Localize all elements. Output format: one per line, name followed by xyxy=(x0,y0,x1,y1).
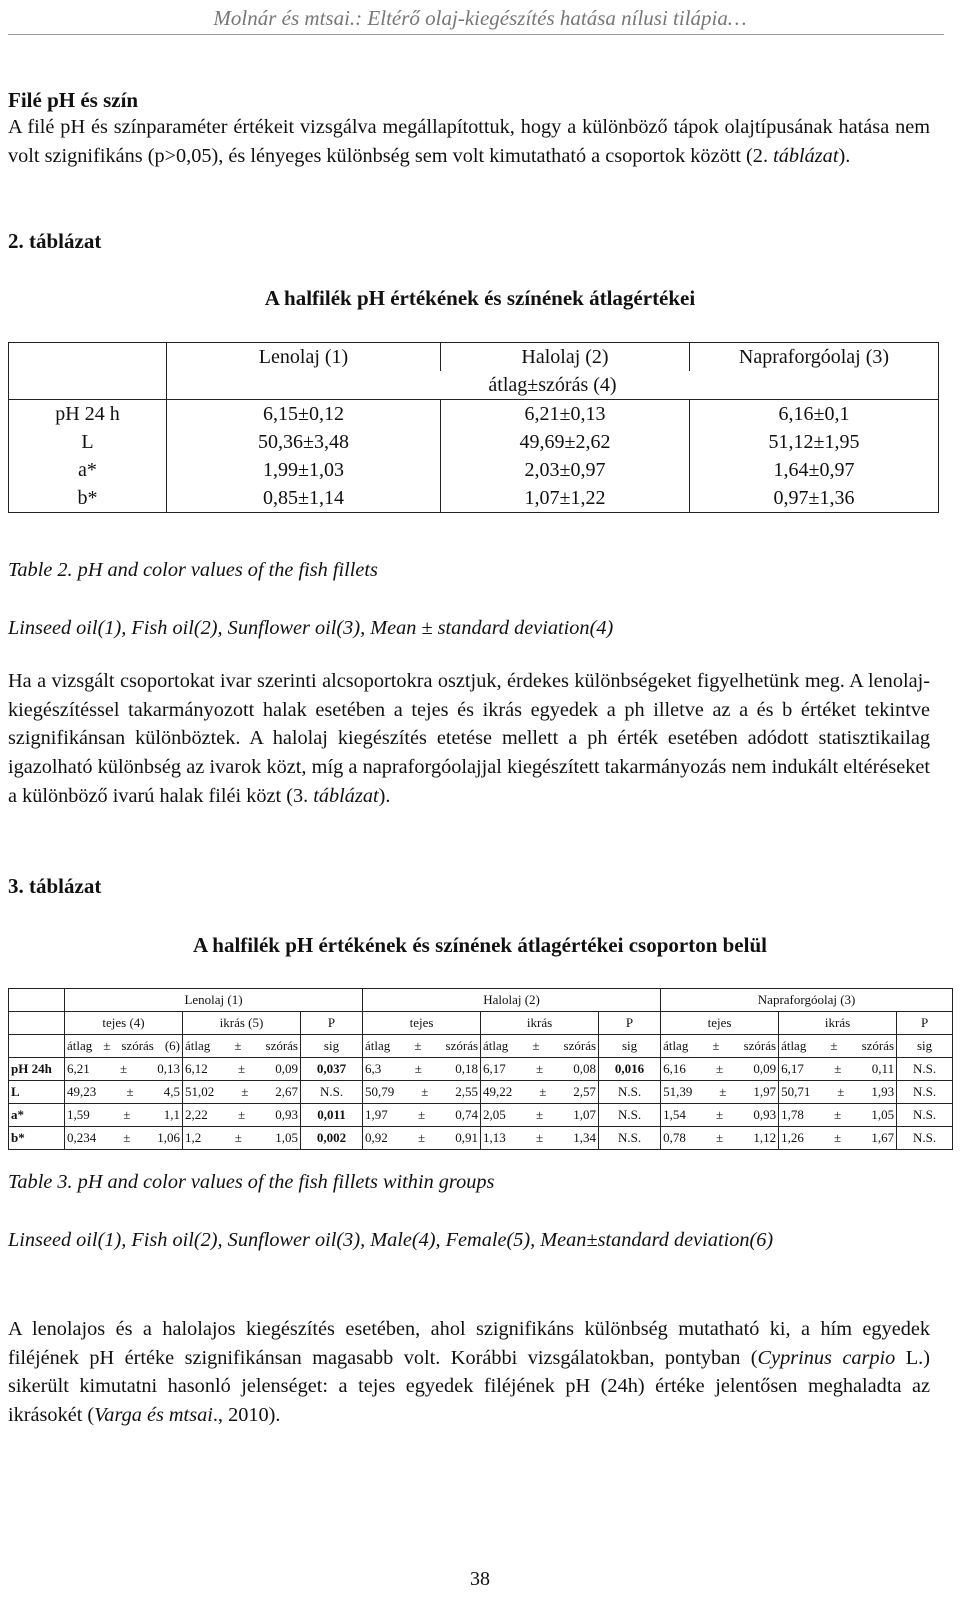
table-row xyxy=(9,1058,953,1081)
table-row xyxy=(9,1104,953,1127)
table-cell xyxy=(481,1081,599,1104)
table-row xyxy=(9,371,939,400)
cell-part: 6,17 xyxy=(483,1061,506,1076)
table-3 xyxy=(8,988,953,1150)
cell-part: ± xyxy=(716,1130,724,1145)
cell-part: 0,74 xyxy=(455,1107,479,1122)
column-header: Halolaj (2) xyxy=(441,343,690,372)
cell-part: 50,79 xyxy=(365,1084,395,1099)
cell-part: 0,13 xyxy=(157,1061,181,1076)
table-2-caption: Table 2. pH and color values of the fish fillets xyxy=(8,559,378,581)
table-cell xyxy=(363,1127,481,1150)
column-header: ikrás xyxy=(481,1012,599,1035)
table-cell: 1,99±1,03 xyxy=(167,456,441,484)
cell-part: 0,93 xyxy=(275,1107,299,1122)
table-row xyxy=(9,428,939,456)
row-label: b* xyxy=(9,1127,65,1150)
cell-part: 0,92 xyxy=(365,1130,388,1145)
cell-part: 1,06 xyxy=(157,1130,181,1145)
cell-part: 1,78 xyxy=(781,1107,804,1122)
table-2-legend: Linseed oil(1), Fish oil(2), Sunflower oil(3), Mean ± standard deviation(4) xyxy=(8,617,614,639)
table-cell xyxy=(183,1081,301,1104)
p-value-cell: N.S. xyxy=(599,1081,661,1104)
table-row xyxy=(9,1012,953,1035)
column-header: P xyxy=(301,1012,363,1035)
group-header: Lenolaj (1) xyxy=(65,989,363,1012)
cell-part: ± xyxy=(123,1107,131,1122)
cell-part: 1,54 xyxy=(663,1107,686,1122)
p-value-cell: N.S. xyxy=(301,1081,363,1104)
cell-part: ± xyxy=(834,1130,842,1145)
column-header: tejes xyxy=(661,1012,779,1035)
table-cell: 1,64±0,97 xyxy=(690,456,939,484)
running-header: Molnár és mtsai.: Eltérő olaj-kiegészítés hatása nílusi tilápia… xyxy=(213,6,747,30)
cell-part: ± xyxy=(126,1084,134,1099)
table-corner-cell xyxy=(9,343,167,372)
row-label: L xyxy=(9,428,167,456)
column-header: ikrás (5) xyxy=(183,1012,301,1035)
paragraph-1: A filé pH és színparaméter értékeit vizsgálva megállapítottuk, hogy a különböző tápok olajtípusának hatása nem volt szignifikáns (p>0,05), és lényeges különbség sem volt kimutatható a csoportok között (2. táblázat). xyxy=(8,116,930,167)
table-row xyxy=(9,1035,953,1058)
cell-part: ± xyxy=(414,1061,422,1076)
table-cell xyxy=(779,1127,897,1150)
cell-part: ± xyxy=(119,1061,128,1076)
cell-part: ± xyxy=(123,1130,131,1145)
column-header: ikrás xyxy=(779,1012,897,1035)
cell-part: 0,09 xyxy=(753,1061,777,1076)
table-cell xyxy=(183,1104,301,1127)
table-cell xyxy=(363,1058,481,1081)
table-cell xyxy=(481,1127,599,1150)
cell-part: ± xyxy=(716,1061,724,1076)
column-header: Napraforgóolaj (3) xyxy=(690,343,939,372)
cell-part: 1,12 xyxy=(753,1130,777,1145)
table-2-title: A halfilék pH értékének és színének átlagértékei xyxy=(264,286,696,310)
table-cell xyxy=(65,1058,183,1081)
cell-part: 0,18 xyxy=(455,1061,479,1076)
table-cell xyxy=(65,1104,183,1127)
cell-part: 1,93 xyxy=(871,1084,895,1099)
p-value-cell: N.S. xyxy=(897,1127,953,1150)
table-row xyxy=(9,456,939,484)
cell-part: 49,23 xyxy=(67,1084,97,1099)
cell-part: 1,07 xyxy=(573,1107,597,1122)
table-3-caption: Table 3. pH and color values of the fish fillets within groups xyxy=(8,1171,495,1193)
cell-part: 50,71 xyxy=(781,1084,811,1099)
cell-part: 1,05 xyxy=(871,1107,895,1122)
stat-header: átlag ± szórás xyxy=(183,1035,301,1058)
cell-part: ± xyxy=(234,1130,242,1145)
row-label: b* xyxy=(9,484,167,513)
cell-part: 2,57 xyxy=(573,1084,597,1099)
table-cell xyxy=(183,1127,301,1150)
table-cell: 6,16±0,1 xyxy=(690,400,939,429)
cell-part: 6,16 xyxy=(663,1061,686,1076)
column-header: tejes (4) xyxy=(65,1012,183,1035)
page-number: 38 xyxy=(470,1568,490,1590)
cell-part: 0,09 xyxy=(275,1061,299,1076)
cell-part: ± xyxy=(834,1107,842,1122)
table-cell xyxy=(661,1058,779,1081)
table-row xyxy=(9,400,939,429)
table-cell: 0,97±1,36 xyxy=(690,484,939,513)
cell-part: ± xyxy=(535,1107,544,1122)
cell-part: 51,39 xyxy=(663,1084,693,1099)
table-cell xyxy=(363,1081,481,1104)
cell-part: ± xyxy=(837,1084,845,1099)
group-header: Napraforgóolaj (3) xyxy=(661,989,953,1012)
cell-part: 1,34 xyxy=(573,1130,597,1145)
table-cell: 6,15±0,12 xyxy=(167,400,441,429)
row-label: a* xyxy=(9,456,167,484)
cell-part: 1,59 xyxy=(67,1107,90,1122)
cell-part: 1,97 xyxy=(753,1084,777,1099)
row-label: L xyxy=(9,1081,65,1104)
cell-part: 2,55 xyxy=(455,1084,479,1099)
cell-part: 0,93 xyxy=(753,1107,777,1122)
table-cell xyxy=(661,1104,779,1127)
cell-part: ± xyxy=(535,1130,544,1145)
cell-part: 1,1 xyxy=(163,1107,181,1122)
stat-header: átlag ± szórás xyxy=(481,1035,599,1058)
cell-part: ± xyxy=(716,1107,724,1122)
cell-part: ± xyxy=(719,1084,727,1099)
cell-part: 6,17 xyxy=(781,1061,804,1076)
table-cell xyxy=(779,1058,897,1081)
stat-header: átlag ± szórás xyxy=(363,1035,481,1058)
table-cell: 0,85±1,14 xyxy=(167,484,441,513)
stat-header: átlag ± szórás (6) xyxy=(65,1035,183,1058)
p-value-cell: 0,037 xyxy=(301,1058,363,1081)
table-row xyxy=(9,343,939,372)
cell-part: 1,05 xyxy=(275,1130,299,1145)
table-cell: 6,21±0,13 xyxy=(441,400,690,429)
cell-part: 2,05 xyxy=(483,1107,506,1122)
stat-header: átlag ± szórás xyxy=(661,1035,779,1058)
row-label: pH 24h xyxy=(9,1058,65,1081)
table-3-title: A halfilék pH értékének és színének átlagértékei csoporton belül xyxy=(193,933,767,957)
table-cell: 49,69±2,62 xyxy=(441,428,690,456)
table-cell xyxy=(661,1081,779,1104)
p-value-cell: N.S. xyxy=(897,1081,953,1104)
cell-part: 0,78 xyxy=(663,1130,686,1145)
stat-header: sig xyxy=(301,1035,363,1058)
table-cell: 51,12±1,95 xyxy=(690,428,939,456)
p-value-cell: N.S. xyxy=(599,1127,661,1150)
table-row xyxy=(9,989,953,1012)
cell-part: ± xyxy=(417,1107,426,1122)
row-label: pH 24 h xyxy=(9,400,167,429)
table-cell xyxy=(183,1058,301,1081)
p-value-cell: N.S. xyxy=(897,1104,953,1127)
table-cell xyxy=(779,1081,897,1104)
paragraph-3: A lenolajos és a halolajos kiegészítés esetében, ahol szignifikáns különbség mutatható ki, a hím egyedek filéjének pH értéke szignifikánsan magasabb volt. Korábbi vizsgálatokban, pontyban (Cyprinus carpio L.) sikerült kimutatni hasonló jelenséget: a tejes egyedek filéjének pH (24h) értéke jelentősen meghaladta az ikrásokét (Varga és mtsai., 2010). xyxy=(8,1318,930,1427)
stat-header: sig xyxy=(599,1035,661,1058)
cell-part: 1,13 xyxy=(483,1130,506,1145)
table-row xyxy=(9,1127,953,1150)
table-3-label: 3. táblázat xyxy=(8,874,102,898)
p-value-cell: 0,002 xyxy=(301,1127,363,1150)
table-corner-cell xyxy=(9,989,65,1012)
cell-part: 51,02 xyxy=(185,1084,215,1099)
cell-part: 6,3 xyxy=(365,1061,382,1076)
table-corner-cell xyxy=(9,1012,65,1035)
table-cell: 50,36±3,48 xyxy=(167,428,441,456)
cell-part: 2,67 xyxy=(275,1084,299,1099)
column-header: P xyxy=(897,1012,953,1035)
header-divider xyxy=(8,34,944,35)
cell-part: ± xyxy=(539,1084,547,1099)
table-cell: 1,07±1,22 xyxy=(441,484,690,513)
cell-part: 1,67 xyxy=(871,1130,895,1145)
p-value-cell: N.S. xyxy=(897,1058,953,1081)
stat-header: sig xyxy=(897,1035,953,1058)
cell-part: 1,26 xyxy=(781,1130,804,1145)
table-cell xyxy=(65,1127,183,1150)
paragraph-2: Ha a vizsgált csoportokat ivar szerinti alcsoportokra osztjuk, érdekes különbségeket figyelhetünk meg. A lenolaj-kiegészítéssel takarmányozott halak esetében a tejes és ikrás egyedek a ph illetve az a és b értéket tekintve szignifikánsan különböztek. A halolaj kiegészítés etetése mellett a ph érték esetében adódott statisztikailag igazolható különbség az ivarok közt, míg a napraforgóolajjal kiegészített takarmányozás nem indukált eltéréseket a különböző ivarú halak filéi közt (3. táblázat). xyxy=(8,670,930,807)
cell-part: 1,97 xyxy=(365,1107,388,1122)
cell-part: 0,91 xyxy=(455,1130,479,1145)
cell-part: ± xyxy=(241,1084,249,1099)
cell-part: 6,12 xyxy=(185,1061,208,1076)
table-cell xyxy=(481,1058,599,1081)
cell-part: ± xyxy=(417,1130,426,1145)
cell-part: ± xyxy=(237,1107,246,1122)
row-label: a* xyxy=(9,1104,65,1127)
p-value-cell: 0,011 xyxy=(301,1104,363,1127)
table-row xyxy=(9,484,939,513)
column-header: Lenolaj (1) xyxy=(167,343,441,372)
group-header: Halolaj (2) xyxy=(363,989,661,1012)
table-row xyxy=(9,1081,953,1104)
table-cell xyxy=(661,1127,779,1150)
cell-part: 1,2 xyxy=(185,1130,202,1145)
column-subheader: átlag±szórás (4) xyxy=(167,371,939,400)
table-3-legend: Linseed oil(1), Fish oil(2), Sunflower oil(3), Male(4), Female(5), Mean±standard deviation(6) xyxy=(8,1229,774,1251)
cell-part: ± xyxy=(421,1084,429,1099)
cell-part: 2,22 xyxy=(185,1107,208,1122)
table-corner-cell xyxy=(9,1035,65,1058)
table-cell xyxy=(65,1081,183,1104)
cell-part: ± xyxy=(237,1061,246,1076)
table-2-label: 2. táblázat xyxy=(8,229,102,253)
cell-part: 49,22 xyxy=(483,1084,513,1099)
stat-header: átlag ± szórás xyxy=(779,1035,897,1058)
column-header: tejes xyxy=(363,1012,481,1035)
section-title: Filé pH és szín xyxy=(8,88,139,112)
cell-part: 4,5 xyxy=(163,1084,181,1099)
cell-part: 6,21 xyxy=(67,1061,90,1076)
cell-part: ± xyxy=(535,1061,544,1076)
p-value-cell: N.S. xyxy=(599,1104,661,1127)
cell-part: 0,08 xyxy=(573,1061,597,1076)
table-corner-cell xyxy=(9,371,167,400)
table-2 xyxy=(8,342,939,513)
cell-part: 0,11 xyxy=(871,1061,895,1076)
table-cell xyxy=(363,1104,481,1127)
cell-part: 0,234 xyxy=(67,1130,97,1145)
table-cell: 2,03±0,97 xyxy=(441,456,690,484)
cell-part: ± xyxy=(834,1061,842,1076)
table-cell xyxy=(481,1104,599,1127)
table-cell xyxy=(779,1104,897,1127)
p-value-cell: 0,016 xyxy=(599,1058,661,1081)
column-header: P xyxy=(599,1012,661,1035)
table-3-body xyxy=(9,1058,953,1150)
